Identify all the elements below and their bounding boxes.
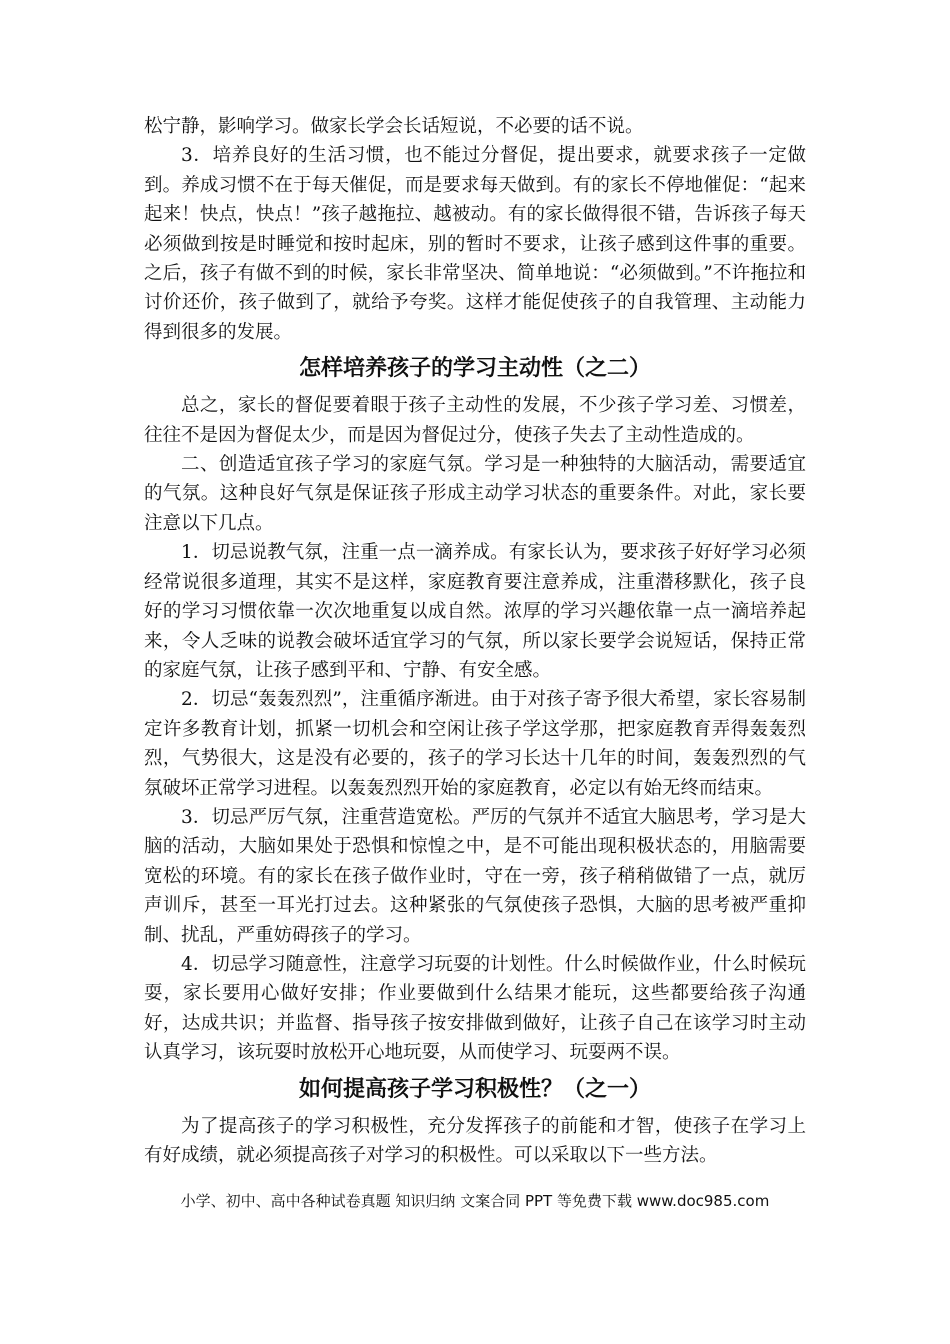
paragraph: 3．切忌严厉气氛，注重营造宽松。严厉的气氛并不适宜大脑思考，学习是大脑的活动，大脑如果处于恐惧和惊惶之中，是不可能出现积极状态的，用脑需要宽松的环境。有的家长在孩子做作业时，守在一旁，孩子稍稍做错了一点，就厉声训斥，甚至一耳光打过去。这种紧张的气氛使孩子恐惧，大脑的思考被严重抑制、扰乱，严重妨碍孩子的学习。 [144, 806, 806, 946]
paragraph: 2．切忌“轰轰烈烈”，注重循序渐进。由于对孩子寄予很大希望，家长容易制定许多教育计划，抓紧一切机会和空闲让孩子学这学那，把家庭教育弄得轰轰烈烈，气势很大，这是没有必要的，孩子的学习长达十几年的时间，轰轰烈烈的气氛破坏正常学习进程。以轰轰烈烈开始的家庭教育，必定以有始无终而结束。 [144, 689, 806, 799]
paragraph: 总之，家长的督促要着眼于孩子主动性的发展，不少孩子学习差、习惯差，往往不是因为督促太少，而是因为督促过分，使孩子失去了主动性造成的。 [144, 395, 806, 446]
document-body [144, 112, 806, 1170]
section-heading: 如何提高孩子学习积极性？（之一） [298, 1076, 651, 1102]
page-footer[interactable]: 小学、初中、高中各种试卷真题 知识归纳 文案合同 PPT 等免费下载 www.doc985.com [180, 1192, 770, 1210]
paragraph: 4．切忌学习随意性，注意学习玩耍的计划性。什么时候做作业，什么时候玩耍，家长要用心做好安排；作业要做到什么结果才能玩，这些都要给孩子沟通好，达成共识；并监督、指导孩子按安排做到做好，让孩子自己在该学习时主动认真学习，该玩耍时放松开心地玩耍，从而使学习、玩耍两不误。 [144, 953, 806, 1064]
paragraph: 3．培养良好的生活习惯，也不能过分督促，提出要求，就要求孩子一定做到。养成习惯不在于每天催促，而是要求每天做到。有的家长不停地催促：“起来起来！快点，快点！”孩子越拖拉、越被动。有的家长做得很不错，告诉孩子每天必须做到按是时睡觉和按时起床，别的暂时不要求，让孩子感到这件事的重要。之后，孩子有做不到的时候，家长非常坚决、简单地说：“必须做到。”不许拖拉和讨价还价，孩子做到了，就给予夸奖。这样才能促使孩子的自我管理、主动能力得到很多的发展。 [144, 145, 806, 343]
paragraph: 二、创造适宜孩子学习的家庭气氛。学习是一种独特的大脑活动，需要适宜的气氛。这种良好气氛是保证孩子形成主动学习状态的重要条件。对此，家长要注意以下几点。 [144, 454, 806, 534]
paragraph: 1．切忌说教气氛，注重一点一滴养成。有家长认为，要求孩子好好学习必须经常说很多道理，其实不是这样，家庭教育要注意养成，注重潜移默化，孩子良好的学习习惯依靠一次次地重复以成自然。浓厚的学习兴趣依靠一点一滴培养起来，令人乏味的说教会破坏适宜学习的气氛，所以家长要学会说短话，保持正常的家庭气氛，让孩子感到平和、宁静、有安全感。 [144, 542, 806, 681]
paragraph: 松宁静，影响学习。做家长学会长话短说，不必要的话不说。 [144, 116, 644, 137]
section-heading: 怎样培养孩子的学习主动性（之二） [298, 356, 651, 382]
paragraph: 为了提高孩子的学习积极性，充分发挥孩子的前能和才智，使孩子在学习上有好成绩，就必须提高孩子对学习的积极性。可以采取以下一些方法。 [144, 1115, 806, 1166]
